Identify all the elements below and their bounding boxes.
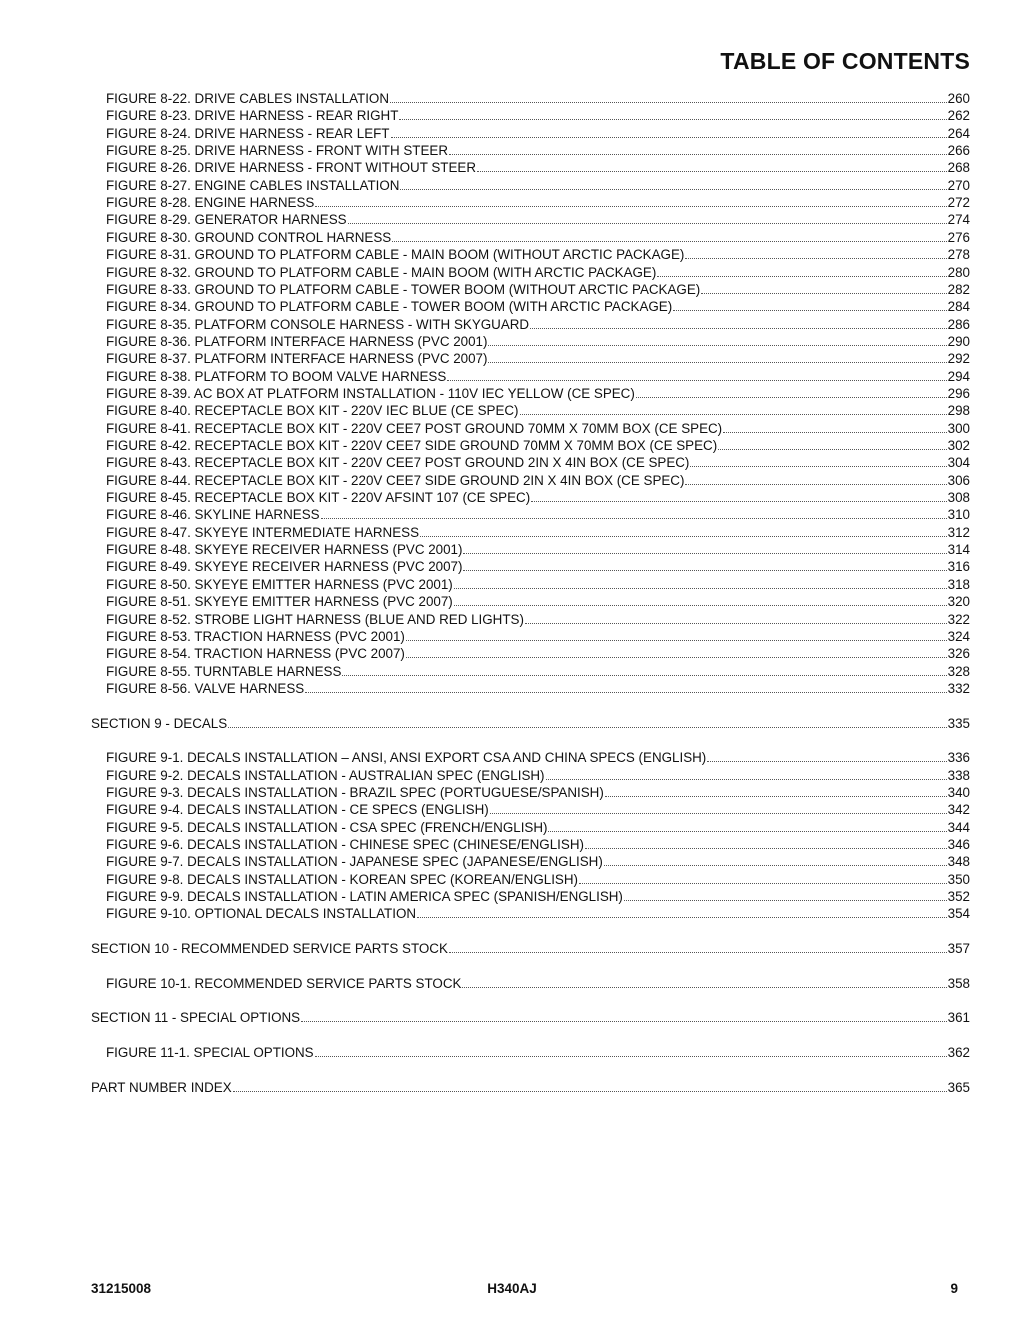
dot-leader [454,576,947,589]
toc-entry-label: FIGURE 8-39. AC BOX AT PLATFORM INSTALLATION - 110V IEC YELLOW (CE SPEC) [106,385,635,401]
toc-entry-label: FIGURE 8-27. ENGINE CABLES INSTALLATION [106,177,400,193]
toc-entry-label: FIGURE 8-42. RECEPTACLE BOX KIT - 220V CEE7 SIDE GROUND 70MM X 70MM BOX (CE SPEC) [106,438,718,453]
toc-figure-entry[interactable] [106,333,970,350]
toc-entry-label: FIGURE 8-52. STROBE LIGHT HARNESS (BLUE AND RED LIGHTS) [106,611,524,627]
toc-entry-label: SECTION 10 - RECOMMENDED SERVICE PARTS STOCK [91,941,448,956]
toc-entry-page: 344 [947,819,970,835]
toc-entry-page: 322 [947,611,970,627]
toc-entry-label: FIGURE 11-1. SPECIAL OPTIONS [106,1044,314,1060]
toc-entry-page: 312 [947,524,970,540]
dot-leader [685,246,946,259]
dot-leader [718,437,946,450]
toc-entry-label: FIGURE 8-30. GROUND CONTROL HARNESS [106,229,392,245]
toc-figure-entry[interactable] [106,801,970,818]
dot-leader [348,211,947,224]
toc-figure-entry[interactable] [106,489,970,506]
toc-figure-entry[interactable] [106,576,970,593]
dot-leader [454,593,947,606]
toc-figure-entry[interactable] [106,264,970,281]
toc-entry-page: 280 [947,264,970,280]
toc-entry-label: FIGURE 9-6. DECALS INSTALLATION - CHINESE SPEC (CHINESE/ENGLISH) [106,836,584,852]
dot-leader [531,489,946,502]
dot-leader [233,1079,947,1092]
toc-figure-entry[interactable] [106,819,970,836]
toc-figure-entry[interactable] [106,784,970,801]
toc-entry-page: 358 [947,975,970,991]
toc-entry-label: FIGURE 8-32. GROUND TO PLATFORM CABLE - MAIN BOOM (WITH ARCTIC PACKAGE) [106,264,657,280]
toc-entry-label: FIGURE 8-43. RECEPTACLE BOX KIT - 220V CEE7 POST GROUND 2IN X 4IN BOX (CE SPEC) [106,455,690,471]
toc-entry-label: FIGURE 9-3. DECALS INSTALLATION - BRAZIL SPEC (PORTUGUESE/SPANISH) [106,784,604,800]
toc-entry-page: 342 [947,802,970,818]
dot-leader [488,333,946,346]
dot-leader [701,281,946,294]
toc-entry-label: FIGURE 8-50. SKYEYE EMITTER HARNESS (PVC 2001) [106,576,453,592]
toc-figure-entry[interactable] [106,281,970,298]
toc-figure-entry[interactable] [106,767,970,784]
dot-leader [477,159,947,172]
toc-entry-label: FIGURE 9-9. DECALS INSTALLATION - LATIN AMERICA SPEC (SPANISH/ENGLISH) [106,889,623,904]
toc-entry-label: FIGURE 8-45. RECEPTACLE BOX KIT - 220V AFSINT 107 (CE SPEC) [106,490,531,506]
dot-leader [315,194,946,207]
toc-figure-entry[interactable] [106,194,970,211]
toc-entry-label: FIGURE 8-33. GROUND TO PLATFORM CABLE - TOWER BOOM (WITHOUT ARCTIC PACKAGE) [106,281,701,297]
toc-entry-label: FIGURE 8-28. ENGINE HARNESS [106,195,315,211]
toc-figure-entry[interactable] [106,177,970,194]
toc-figure-entry[interactable] [106,472,970,489]
dot-leader [707,749,946,762]
toc-figure-entry[interactable] [106,888,970,905]
footer-model: H340AJ [487,1281,537,1296]
toc-entry-page: 298 [947,403,970,419]
dot-leader [342,663,946,676]
toc-figure-entry[interactable] [106,628,970,645]
dot-leader [690,454,946,467]
toc-entry-label: FIGURE 8-53. TRACTION HARNESS (PVC 2001) [106,628,405,644]
toc-entry-page: 276 [947,229,970,245]
dot-leader [525,611,947,624]
toc-figure-entry[interactable] [106,368,970,385]
toc-entry-label: SECTION 11 - SPECIAL OPTIONS [91,1010,301,1026]
toc-figure-entry[interactable] [106,142,970,159]
toc-figure-entry[interactable] [106,107,970,124]
toc-entry-page: 300 [947,420,970,436]
toc-entry-page: 357 [947,941,970,956]
toc-entry-page: 324 [947,628,970,644]
toc-section-entry[interactable] [91,715,970,732]
dot-leader [417,905,947,918]
toc-figure-entry[interactable] [106,749,970,766]
toc-figure-entry[interactable] [106,905,970,922]
dot-leader [392,229,946,242]
dot-leader [546,767,947,780]
toc-figure-entry[interactable] [106,663,970,680]
toc-entry-label: FIGURE 8-36. PLATFORM INTERFACE HARNESS (PVC 2001) [106,333,488,349]
toc-entry-page: 340 [947,784,970,800]
toc-section-entry[interactable] [91,1009,970,1026]
footer-doc-number: 31215008 [91,1281,152,1296]
toc-entry-label: FIGURE 9-7. DECALS INSTALLATION - JAPANESE SPEC (JAPANESE/ENGLISH) [106,854,603,870]
toc-figure-entry[interactable] [106,90,970,107]
dot-leader [305,680,946,693]
toc-entry-page: 328 [947,663,970,679]
toc-section-entry[interactable] [91,940,970,957]
toc-entry-label: FIGURE 8-37. PLATFORM INTERFACE HARNESS (PVC 2007) [106,351,488,367]
toc-figure-entry[interactable] [106,159,970,176]
toc-entry-page: 264 [947,125,970,141]
dot-leader [685,472,946,485]
dot-leader [449,142,947,155]
toc-figure-entry[interactable] [106,298,970,315]
dot-leader [636,385,947,398]
toc-entry-page: 286 [947,316,970,332]
toc-entry-page: 320 [947,594,970,610]
toc-entry-label: FIGURE 9-10. OPTIONAL DECALS INSTALLATION [106,906,417,922]
toc-entry-page: 336 [947,750,970,766]
dot-leader [488,350,946,363]
toc-entry-page: 316 [947,559,970,575]
toc-entry-label: FIGURE 8-22. DRIVE CABLES INSTALLATION [106,91,390,106]
toc-entry-label: FIGURE 8-47. SKYEYE INTERMEDIATE HARNESS [106,524,420,540]
toc-entry-label: FIGURE 10-1. RECOMMENDED SERVICE PARTS STOCK [106,975,462,991]
toc-entry-label: FIGURE 8-41. RECEPTACLE BOX KIT - 220V CEE7 POST GROUND 70MM X 70MM BOX (CE SPEC) [106,420,723,436]
dot-leader [391,125,947,138]
toc-entry-page: 332 [947,680,970,696]
dot-leader [400,177,946,190]
toc-entry-page: 308 [947,490,970,506]
dot-leader [604,853,947,866]
toc-entry-label: FIGURE 8-48. SKYEYE RECEIVER HARNESS (PVC 2001) [106,542,463,558]
dot-leader [520,402,947,415]
dot-leader [390,90,947,103]
dot-leader [321,506,947,519]
dot-leader [463,541,946,554]
toc-entry-label: FIGURE 8-46. SKYLINE HARNESS [106,507,320,523]
toc-entry-page: 274 [947,212,970,228]
dot-leader [723,420,947,433]
toc-figure-entry[interactable] [106,541,970,558]
toc-figure-entry[interactable] [106,611,970,628]
toc-entry-label: FIGURE 9-4. DECALS INSTALLATION - CE SPECS (ENGLISH) [106,802,489,818]
toc-entry-page: 338 [947,767,970,783]
toc-entry-label: FIGURE 8-38. PLATFORM TO BOOM VALVE HARNESS [106,368,447,384]
toc-entry-page: 294 [947,368,970,384]
toc-entry-page: 350 [947,871,970,887]
toc-entry-page: 362 [947,1044,970,1060]
toc-entry-page: 326 [947,646,970,662]
toc-entry-page: 296 [947,385,970,401]
dot-leader [301,1009,947,1022]
dot-leader [449,940,947,953]
dot-leader [420,524,947,537]
toc-entry-page: 361 [947,1010,970,1026]
toc-entry-label: FIGURE 8-54. TRACTION HARNESS (PVC 2007) [106,646,405,662]
toc-entry-label: SECTION 9 - DECALS [91,715,228,731]
toc-entry-label: FIGURE 8-34. GROUND TO PLATFORM CABLE - TOWER BOOM (WITH ARCTIC PACKAGE) [106,299,673,315]
toc-section-entry[interactable] [91,1079,970,1096]
toc-entry-page: 306 [947,472,970,488]
toc-figure-entry[interactable] [106,593,970,610]
dot-leader [548,819,946,832]
toc-entry-page: 262 [947,108,970,124]
toc-entry-page: 314 [947,542,970,558]
dot-leader [585,836,947,849]
toc-figure-entry[interactable] [106,680,970,697]
toc-entry-label: FIGURE 8-49. SKYEYE RECEIVER HARNESS (PVC 2007) [106,559,463,575]
toc-figure-entry[interactable] [106,211,970,228]
toc-entry-page: 284 [947,299,970,315]
toc-figure-entry[interactable] [106,350,970,367]
toc-figure-entry[interactable] [106,402,970,419]
dot-leader [228,715,946,728]
dot-leader [605,784,947,797]
toc-entry-label: FIGURE 9-5. DECALS INSTALLATION - CSA SPEC (FRENCH/ENGLISH) [106,819,548,835]
toc-entry-label: FIGURE 8-35. PLATFORM CONSOLE HARNESS - WITH SKYGUARD [106,316,530,332]
toc-entry-page: 365 [947,1079,970,1095]
toc-figure-entry[interactable] [106,853,970,870]
toc-entry-page: 272 [947,195,970,211]
toc-entry-label: FIGURE 9-1. DECALS INSTALLATION – ANSI, ANSI EXPORT CSA AND CHINA SPECS (ENGLISH) [106,750,707,766]
dot-leader [463,558,946,571]
toc-entry-page: 310 [947,507,970,523]
toc-entry-label: FIGURE 8-23. DRIVE HARNESS - REAR RIGHT [106,108,399,124]
toc-figure-entry[interactable] [106,645,970,662]
toc-entry-page: 348 [947,854,970,870]
toc-entry-label: FIGURE 8-29. GENERATOR HARNESS [106,212,347,228]
toc-entry-page: 282 [947,281,970,297]
toc-figure-entry[interactable] [106,506,970,523]
dot-leader [490,801,947,814]
toc-entry-page: 292 [947,351,970,367]
toc-entry-page: 266 [947,143,970,159]
dot-leader [530,316,947,329]
toc-entry-label: FIGURE 8-31. GROUND TO PLATFORM CABLE - MAIN BOOM (WITHOUT ARCTIC PACKAGE) [106,247,685,263]
toc-entry-label: FIGURE 8-25. DRIVE HARNESS - FRONT WITH STEER [106,143,448,159]
toc-figure-entry[interactable] [106,454,970,471]
dot-leader [406,628,947,641]
toc-entry-label: FIGURE 8-44. RECEPTACLE BOX KIT - 220V CEE7 SIDE GROUND 2IN X 4IN BOX (CE SPEC) [106,472,685,488]
toc-figure-entry[interactable] [106,558,970,575]
dot-leader [624,888,947,901]
toc-figure-entry[interactable] [106,125,970,142]
toc-entry-page: 302 [947,438,970,453]
toc-entry-label: FIGURE 8-56. VALVE HARNESS [106,680,305,696]
toc-entry-page: 268 [947,160,970,176]
toc-entry-page: 346 [947,836,970,852]
toc-entry-page: 290 [947,333,970,349]
toc-entry-label: FIGURE 9-8. DECALS INSTALLATION - KOREAN SPEC (KOREAN/ENGLISH) [106,871,578,887]
dot-leader [315,1044,947,1057]
toc-figure-entry[interactable] [106,836,970,853]
toc-entry-page: 352 [947,889,970,904]
dot-leader [406,645,947,658]
toc-figure-entry[interactable] [106,385,970,402]
dot-leader [657,264,946,277]
dot-leader [399,107,946,120]
toc-entry-page: 304 [947,455,970,471]
toc-figure-entry[interactable] [106,316,970,333]
toc-entry-label: FIGURE 8-55. TURNTABLE HARNESS [106,663,342,679]
toc-entry-page: 270 [947,177,970,193]
toc-figure-entry[interactable] [106,871,970,888]
toc-entry-label: FIGURE 9-2. DECALS INSTALLATION - AUSTRALIAN SPEC (ENGLISH) [106,767,545,783]
toc-entry-page: 278 [947,247,970,263]
toc-figure-entry[interactable] [106,524,970,541]
toc-entry-page: 318 [947,576,970,592]
toc-figure-entry[interactable] [106,246,970,263]
dot-leader [579,871,947,884]
toc-entry-label: FIGURE 8-51. SKYEYE EMITTER HARNESS (PVC 2007) [106,594,453,610]
dot-leader [447,368,946,381]
toc-figure-entry[interactable] [106,975,970,992]
toc-entry-label: FIGURE 8-24. DRIVE HARNESS - REAR LEFT [106,125,390,141]
dot-leader [462,975,946,988]
toc-figure-entry[interactable] [106,229,970,246]
toc-entry-page: 260 [947,91,970,106]
toc-entry-page: 354 [947,906,970,922]
toc-entry-page: 335 [947,715,970,731]
footer-page-number: 9 [950,1281,958,1296]
page-title: TABLE OF CONTENTS [720,48,970,74]
toc-figure-entry[interactable] [106,1044,970,1061]
dot-leader [673,298,946,311]
toc-entry-label: FIGURE 8-40. RECEPTACLE BOX KIT - 220V IEC BLUE (CE SPEC) [106,403,519,419]
toc-entry-label: FIGURE 8-26. DRIVE HARNESS - FRONT WITHOUT STEER [106,160,477,176]
toc-figure-entry[interactable] [106,437,970,454]
toc-figure-entry[interactable] [106,420,970,437]
toc-entry-label: PART NUMBER INDEX [91,1079,232,1095]
